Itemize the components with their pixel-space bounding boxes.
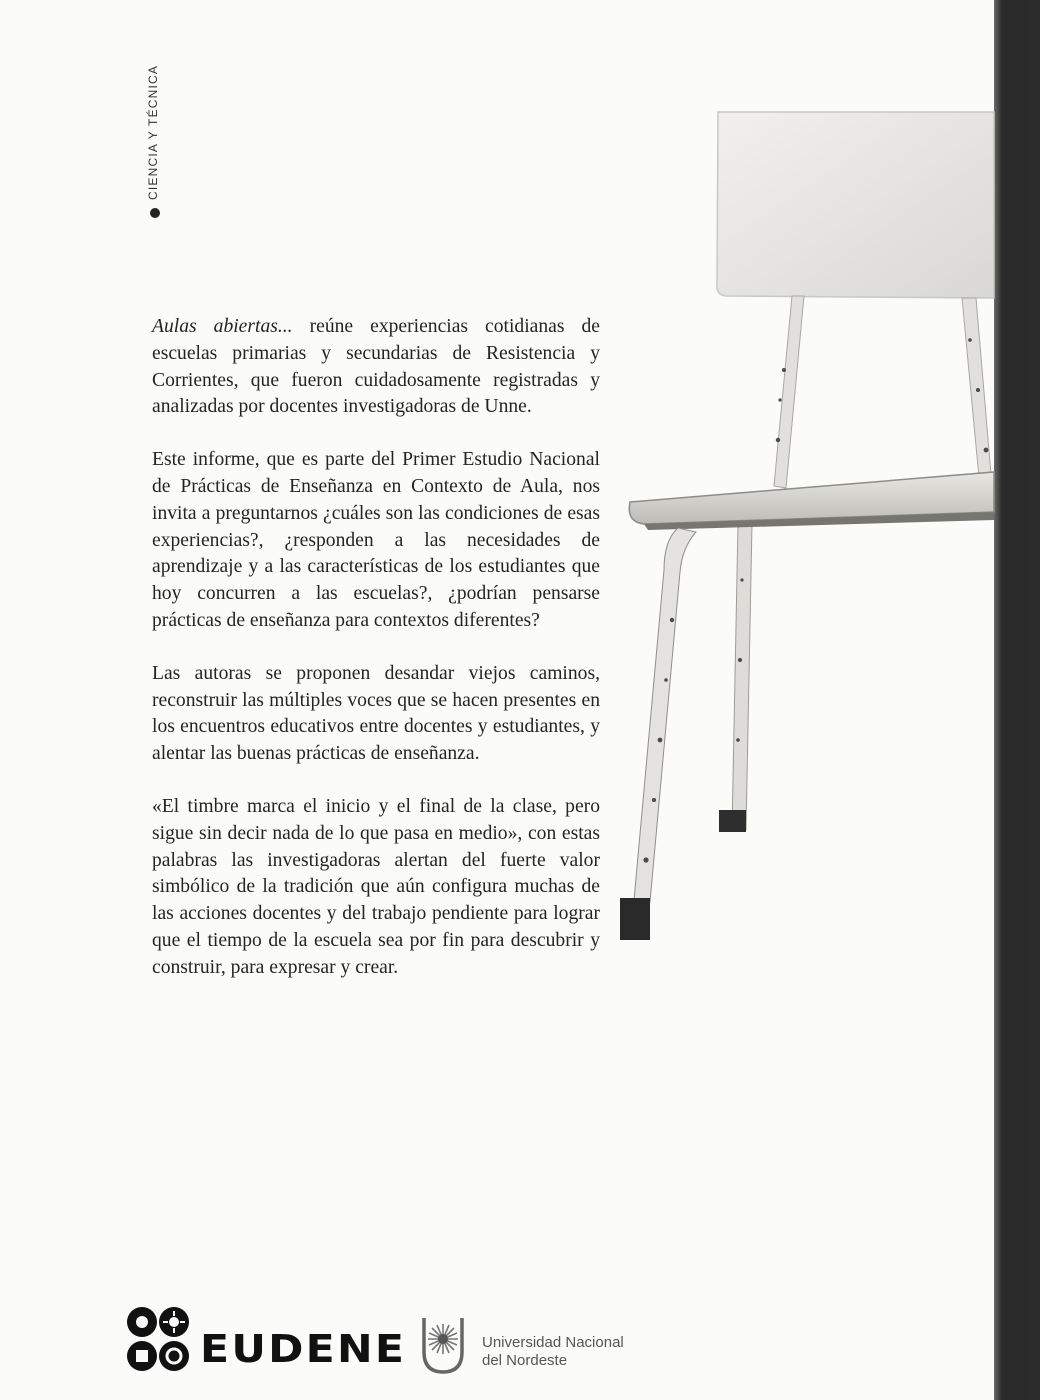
university-name-line-1: Universidad Nacional — [482, 1334, 624, 1351]
book-title-italic: Aulas abiertas... — [152, 316, 293, 337]
school-chair-photo — [600, 100, 1000, 960]
blurb-paragraph-3: Las autoras se proponen desandar viejos caminos, reconstruir las múltiples voces que se hacen presentes en los encuentros educativos entre docentes y estudiantes, y alentar las buenas prácticas de enseñanza. — [152, 662, 600, 765]
cover-dark-edge — [994, 0, 1040, 1400]
publisher-name: EUDENE — [200, 1327, 407, 1371]
blurb-paragraph-4: «El timbre marca el inicio y el final de la clase, pero sigue sin decir nada de lo que pasa en medio», con estas palabras las investigadoras alertan del fuerte valor simbólico de la tradición que aún configura muchas de las acciones docentes y del trabajo pendiente para lograr que el tiempo de la escuela sea por fin para descubrir y construir, para expresar y crear. — [152, 795, 600, 978]
university-name-line-2: del Nordeste — [482, 1352, 568, 1369]
university-logo — [418, 1314, 678, 1376]
blurb-paragraph-1 — [152, 314, 600, 421]
unne-logo-icon — [418, 1314, 468, 1376]
eudene-logo-icon — [126, 1306, 190, 1372]
series-label-text: CIENCIA Y TÉCNICA — [146, 64, 160, 200]
bullet-icon — [150, 208, 160, 218]
publisher-logo — [126, 1306, 407, 1376]
university-name — [482, 1334, 624, 1370]
back-cover-blurb — [152, 314, 600, 1008]
blurb-paragraph-2: Este informe, que es parte del Primer Estudio Nacional de Prácticas de Enseñanza en Contexto de Aula, nos invita a preguntarnos ¿cuáles son las condiciones de esas experiencias?, ¿responden a las necesidades de aprendizaje y a las características de los estudiantes que hoy concurren a las escuelas?, ¿podrían pensarse prácticas de enseñanza para contextos diferentes? — [152, 449, 600, 631]
series-label — [146, 62, 168, 232]
blurb-paragraph-1-text: reúne experiencias cotidianas de escuelas primarias y secundarias de Resistencia y Corrientes, que fueron cuidadosamente registradas y analizadas por docentes investigadoras de Unne. — [152, 316, 601, 418]
